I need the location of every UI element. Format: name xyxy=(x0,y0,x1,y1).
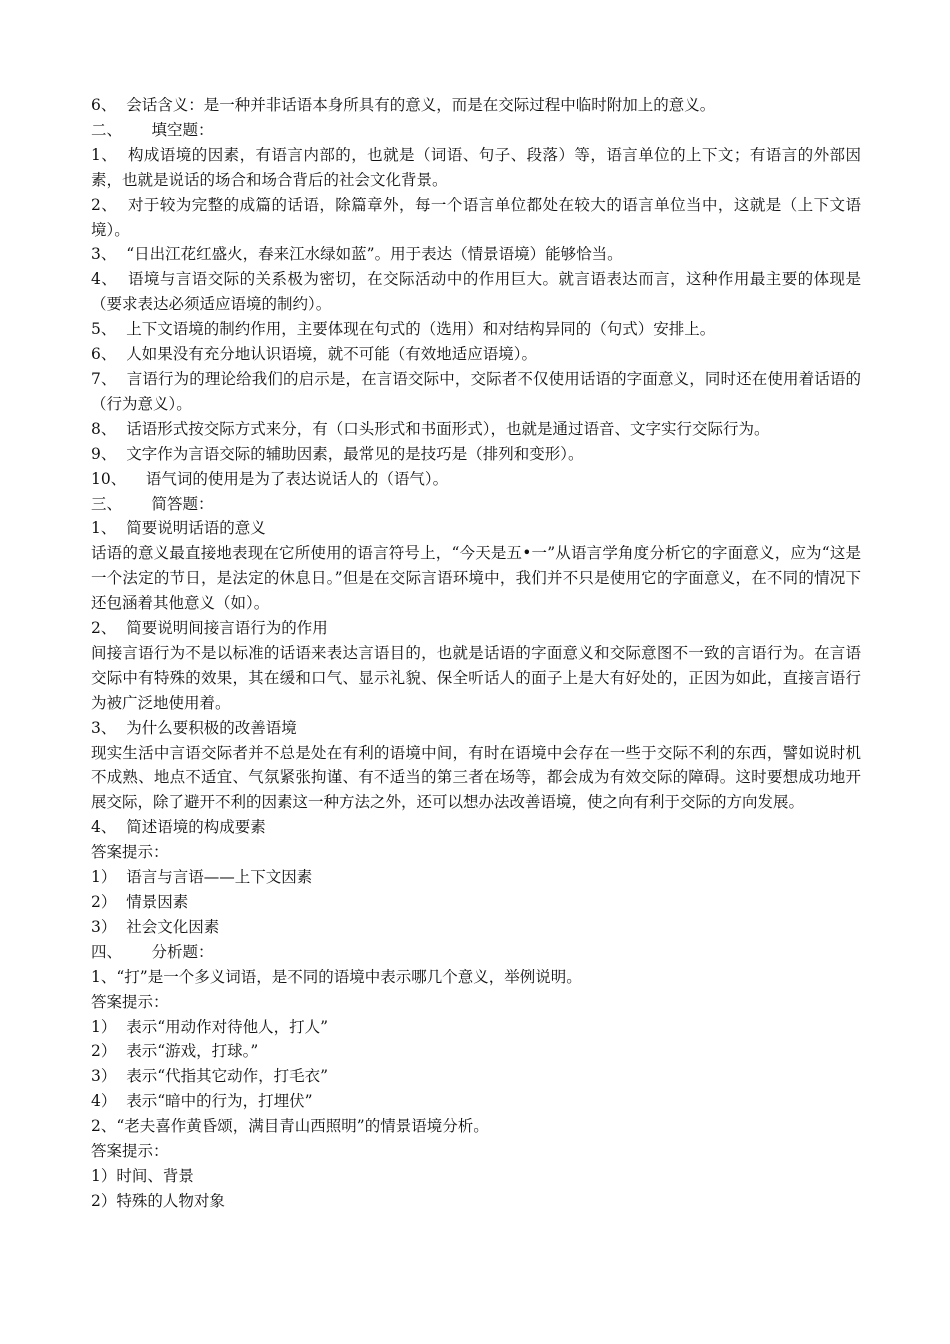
text-line: 1、 构成语境的因素，有语言内部的，也就是（词语、句子、段落）等，语言单位的上下文；有语言的外部因素，也就是说话的场合和场合背后的社会文化背景。 xyxy=(91,145,861,189)
list-item: 2）特殊的人物对象 xyxy=(91,1191,225,1210)
list-item: 2） 表示“游戏，打球。” xyxy=(91,1042,259,1061)
document-page xyxy=(91,93,861,1214)
list-item: 3） 表示“代指其它动作，打毛衣” xyxy=(91,1067,329,1086)
text-line: 6、 人如果没有充分地认识语境，就不可能（有效地适应语境）。 xyxy=(91,345,537,364)
section-heading: 二、 填空题： xyxy=(91,120,214,139)
text-line: 9、 文字作为言语交际的辅助因素，最常见的是技巧是（排列和变形）。 xyxy=(91,444,584,463)
list-item: 1） 表示“用动作对待他人，打人” xyxy=(91,1017,329,1036)
text-line: 8、 话语形式按交际方式来分，有（口头形式和书面形式），也就是通过语音、文字实行交际行为。 xyxy=(91,419,770,438)
text-line: 7、 言语行为的理论给我们的启示是，在言语交际中，交际者不仅使用话语的字面意义，同时还在使用着话语的（行为意义）。 xyxy=(91,369,861,413)
question-line: 4、 简述语境的构成要素 xyxy=(91,818,266,837)
question-line: 2、 简要说明间接言语行为的作用 xyxy=(91,619,328,638)
question-line: 1、“打”是一个多义词语，是不同的语境中表示哪几个意义，举例说明。 xyxy=(91,967,582,986)
answer-paragraph: 话语的意义最直接地表现在它所使用的语言符号上，“今天是五•一”从语言学角度分析它的字面意义，应为“这是一个法定的节日，是法定的休息日。”但是在交际言语环境中，我们并不只是使用它的字面意义，在不同的情况下还包涵着其他意义（如）。 xyxy=(91,544,861,613)
answer-hint-label: 答案提示： xyxy=(91,992,169,1011)
section-heading: 四、 分析题： xyxy=(91,942,214,961)
list-item: 4） 表示“暗中的行为，打埋伏” xyxy=(91,1092,313,1111)
text-line: 4、 语境与言语交际的关系极为密切，在交际活动中的作用巨大。就言语表达而言，这种作用最主要的体现是（要求表达必须适应语境的制约）。 xyxy=(91,270,861,314)
text-line: 5、 上下文语境的制约作用，主要体现在句式的（选用）和对结构异同的（句式）安排上。 xyxy=(91,320,716,339)
answer-hint-label: 答案提示： xyxy=(91,1142,169,1161)
text-line: 3、 “日出江花红盛火，春来江水绿如蓝”。用于表达（情景语境）能够恰当。 xyxy=(91,245,623,264)
text-line: 10、 语气词的使用是为了表达说话人的（语气）。 xyxy=(91,469,449,488)
text-line: 6、 会话含义：是一种并非话语本身所具有的意义，而是在交际过程中临时附加上的意义。 xyxy=(91,96,716,114)
question-line: 2、“老夫喜作黄昏颂，满目青山西照明”的情景语境分析。 xyxy=(91,1117,489,1136)
list-item: 1）时间、背景 xyxy=(91,1166,194,1185)
text-line: 2、 对于较为完整的成篇的话语，除篇章外，每一个语言单位都处在较大的语言单位当中，这就是（上下文语境）。 xyxy=(91,195,861,239)
list-item: 2） 情景因素 xyxy=(91,893,189,911)
list-item: 3） 社会文化因素 xyxy=(91,917,220,936)
answer-hint-label: 答案提示： xyxy=(91,843,169,862)
section-heading: 三、 简答题： xyxy=(91,494,214,513)
answer-paragraph: 间接言语行为不是以标准的话语来表达言语目的，也就是话语的字面意义和交际意图不一致的言语行为。在言语交际中有特殊的效果，其在缓和口气、显示礼貌、保全听话人的面子上是大有好处的，正因为如此，直接言语行为被广泛地使用着。 xyxy=(91,643,861,712)
list-item: 1） 语言与言语——上下文因素 xyxy=(91,868,313,887)
question-line: 3、 为什么要积极的改善语境 xyxy=(91,718,297,737)
answer-paragraph: 现实生活中言语交际者并不总是处在有利的语境中间，有时在语境中会存在一些于交际不利的东西，譬如说时机不成熟、地点不适宜、气氛紧张拘谨、有不适当的第三者在场等，都会成为有效交际的障碍。这时要想成功地开展交际，除了避开不利的因素这一种方法之外，还可以想办法改善语境，使之向有利于交际的方向发展。 xyxy=(91,743,861,812)
question-line: 1、 简要说明话语的意义 xyxy=(91,519,266,538)
